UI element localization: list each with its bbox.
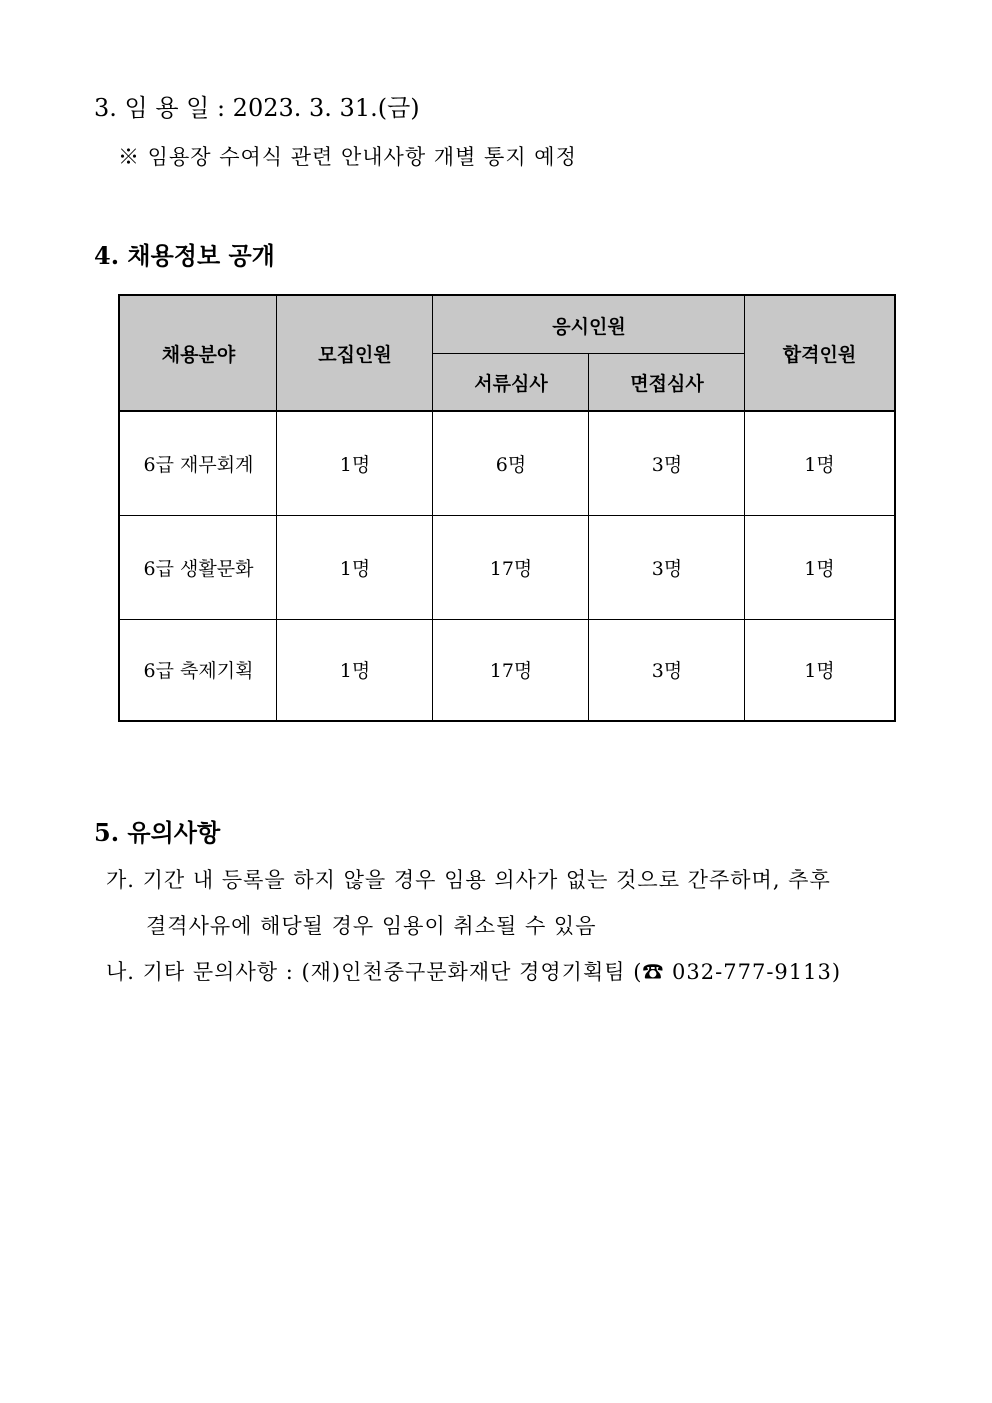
header-field: 채용분야 bbox=[120, 296, 277, 411]
table-divider bbox=[588, 354, 589, 720]
table-divider bbox=[432, 296, 433, 720]
row3-document: 17명 bbox=[489, 660, 533, 682]
section3-title: 3. 임 용 일 : 2023. 3. 31.(금) bbox=[94, 94, 420, 122]
table-divider bbox=[433, 353, 745, 354]
row2-field: 6급 생활문화 bbox=[143, 557, 254, 580]
row1-passed: 1명 bbox=[804, 453, 835, 476]
row2-recruit: 1명 bbox=[339, 557, 371, 580]
row1-field: 6급 재무회계 bbox=[143, 453, 254, 476]
table-divider bbox=[744, 296, 745, 720]
row2-interview: 3명 bbox=[651, 557, 683, 580]
section5-title: 5. 유의사항 bbox=[94, 818, 221, 847]
table-divider bbox=[276, 296, 277, 720]
recruitment-info-table bbox=[118, 294, 896, 722]
row3-recruit: 1명 bbox=[339, 660, 371, 682]
section3-note: ※ 임용장 수여식 관련 안내사항 개별 통지 예정 bbox=[118, 145, 577, 169]
row3-field: 6급 축제기획 bbox=[143, 660, 254, 682]
row3-passed: 1명 bbox=[804, 660, 835, 682]
row3-interview: 3명 bbox=[651, 660, 683, 682]
table-divider bbox=[120, 619, 894, 620]
notice-item-a-line2: 결격사유에 해당될 경우 임용이 취소될 수 있음 bbox=[146, 914, 597, 938]
header-passed: 합격인원 bbox=[745, 296, 894, 411]
table-divider bbox=[120, 515, 894, 516]
row1-document: 6명 bbox=[495, 453, 527, 476]
row1-interview: 3명 bbox=[651, 453, 683, 476]
header-interview-review: 면접심사 bbox=[589, 354, 745, 411]
row2-passed: 1명 bbox=[804, 557, 835, 580]
notice-item-a-line1: 가. 기간 내 등록을 하지 않을 경우 임용 의사가 없는 것으로 간주하며, 추후 bbox=[106, 868, 831, 892]
notice-item-b: 나. 기타 문의사항 : (재)인천중구문화재단 경영기획팀 (☎ 032-777-9113) bbox=[106, 960, 842, 984]
row1-recruit: 1명 bbox=[339, 453, 371, 476]
header-recruit: 모집인원 bbox=[277, 296, 433, 411]
section4-title: 4. 채용정보 공개 bbox=[94, 241, 275, 270]
header-document-review: 서류심사 bbox=[433, 354, 589, 411]
row2-document: 17명 bbox=[489, 557, 533, 580]
header-applicants: 응시인원 bbox=[433, 296, 745, 354]
table-divider bbox=[120, 410, 894, 412]
